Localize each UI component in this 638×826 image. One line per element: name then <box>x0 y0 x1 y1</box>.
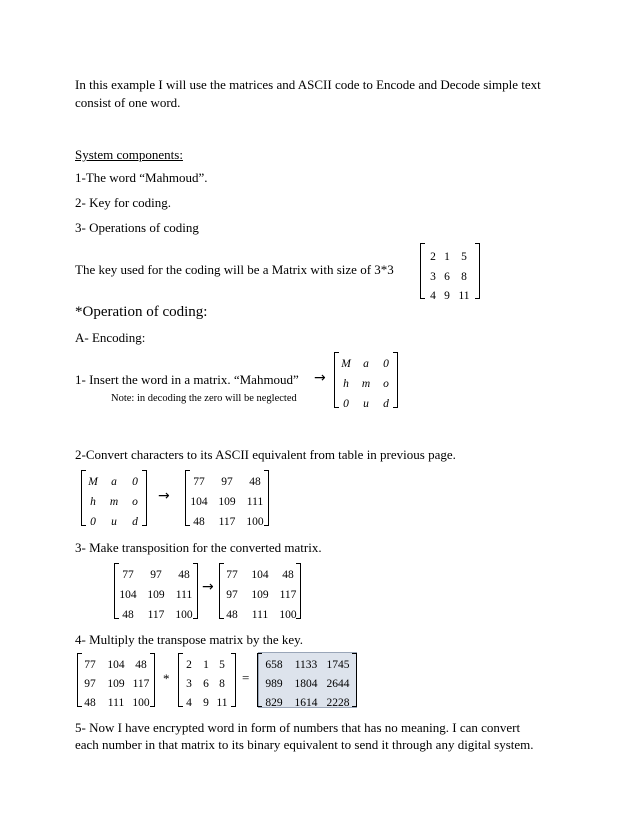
intro-line-2: consist of one word. <box>75 95 181 110</box>
matrix-cell: 1614 <box>294 697 318 709</box>
matrix-cell: o <box>383 378 389 390</box>
arrow-icon: → <box>158 488 170 504</box>
matrix-cell: 77 <box>193 476 205 488</box>
step4-text: 4- Multiply the transpose matrix by the key. <box>75 632 304 647</box>
matrix-cell: m <box>109 496 119 508</box>
matrix-cell: 2644 <box>326 678 350 690</box>
matrix-cell: 109 <box>218 496 236 508</box>
matrix-cell: 1804 <box>294 678 318 690</box>
matrix-cell: u <box>111 516 117 528</box>
matrix-cell: 48 <box>84 697 96 709</box>
matrix-cell: 97 <box>84 678 96 690</box>
transpose-matrix <box>219 563 301 619</box>
matrix-left-bracket <box>420 243 425 299</box>
ascii-matrix <box>185 470 269 526</box>
matrix-right-bracket <box>231 653 236 707</box>
matrix-cell: 0 <box>90 516 96 528</box>
matrix-cell: 100 <box>246 516 264 528</box>
matrix-cell: 8 <box>461 271 467 283</box>
matrix-cell: 0 <box>343 398 349 410</box>
matrix-cell: 48 <box>282 569 294 581</box>
matrix-cell: 117 <box>279 589 297 601</box>
matrix-cell: 829 <box>265 697 283 709</box>
arrow-icon: → <box>202 579 214 595</box>
matrix-cell: 111 <box>246 496 264 508</box>
matrix-cell: 11 <box>458 290 470 302</box>
matrix-cell: 48 <box>193 516 205 528</box>
matrix-right-bracket <box>142 470 147 526</box>
matrix-cell: 104 <box>107 659 125 671</box>
matrix-cell: 77 <box>226 569 238 581</box>
matrix-cell: 3 <box>430 271 436 283</box>
matrix-cell: 658 <box>265 659 283 671</box>
matrix-cell: 989 <box>265 678 283 690</box>
matrix-cell: 100 <box>132 697 150 709</box>
step2-word-matrix <box>81 470 147 526</box>
matrix-cell: 111 <box>251 609 269 621</box>
matrix-cell: 11 <box>216 697 228 709</box>
matrix-cell: 117 <box>132 678 150 690</box>
matrix-cell: 0 <box>132 476 138 488</box>
matrix-cell: 109 <box>251 589 269 601</box>
matrix-cell: 0 <box>383 358 389 370</box>
step5-line-1: 5- Now I have encrypted word in form of numbers that has no meaning. I can convert <box>75 720 521 735</box>
matrix-cell: 111 <box>107 697 125 709</box>
matrix-cell: 104 <box>190 496 208 508</box>
matrix-cell: 48 <box>122 609 134 621</box>
matrix-cell: u <box>363 398 369 410</box>
matrix-cell: 100 <box>279 609 297 621</box>
matrix-cell: 9 <box>203 697 209 709</box>
matrix-cell: 1745 <box>326 659 350 671</box>
step1-text: 1- Insert the word in a matrix. “Mahmoud” <box>75 372 299 387</box>
operation-heading: *Operation of coding: <box>75 304 208 320</box>
matrix-cell: 4 <box>430 290 436 302</box>
matrix-cell: 4 <box>186 697 192 709</box>
step2-text: 2-Convert characters to its ASCII equivalent from table in previous page. <box>75 447 456 462</box>
matrix-cell: 2 <box>186 659 192 671</box>
matrix-cell: 48 <box>249 476 261 488</box>
step3-ascii-matrix <box>114 563 198 619</box>
matrix-cell: 1 <box>203 659 209 671</box>
matrix-cell: 117 <box>218 516 236 528</box>
multiply-sign: * <box>163 671 170 686</box>
matrix-cell: 5 <box>219 659 225 671</box>
word-matrix <box>334 352 398 408</box>
matrix-cell: 1133 <box>294 659 318 671</box>
matrix-cell: 9 <box>444 290 450 302</box>
matrix-cell: 77 <box>122 569 134 581</box>
matrix-cell: 48 <box>178 569 190 581</box>
matrix-cell: 97 <box>226 589 238 601</box>
matrix-cell: 104 <box>251 569 269 581</box>
matrix-cell: d <box>132 516 138 528</box>
matrix-cell: 3 <box>186 678 192 690</box>
encoding-heading: A- Encoding: <box>75 330 146 345</box>
matrix-cell: o <box>132 496 138 508</box>
matrix-cell: 77 <box>84 659 96 671</box>
matrix-cell: h <box>343 378 349 390</box>
key-description: The key used for the coding will be a Matrix with size of 3*3 <box>75 262 394 277</box>
matrix-right-bracket <box>393 352 398 408</box>
components-heading: System components: <box>75 147 183 162</box>
step5-line-2: each number in that matrix to its binary equivalent to send it through any digital system. <box>75 737 534 752</box>
matrix-cell: d <box>383 398 389 410</box>
step4-transpose-matrix <box>77 653 155 707</box>
matrix-cell: 48 <box>135 659 147 671</box>
key-matrix <box>420 243 480 302</box>
matrix-cell: 2228 <box>326 697 350 709</box>
matrix-cell: 117 <box>147 609 165 621</box>
matrix-cell: m <box>361 378 371 390</box>
encoded-matrix <box>257 653 357 707</box>
matrix-cell: 1 <box>444 251 450 263</box>
matrix-cell: 8 <box>219 678 225 690</box>
component-item-2: 2- Key for coding. <box>75 195 172 210</box>
matrix-cell: a <box>111 476 117 488</box>
matrix-cell: 104 <box>119 589 137 601</box>
component-item-1: 1-The word “Mahmoud”. <box>75 170 208 185</box>
matrix-cell: 6 <box>203 678 209 690</box>
matrix-cell: 2 <box>430 251 436 263</box>
equals-sign: = <box>242 670 250 685</box>
matrix-cell: 109 <box>147 589 165 601</box>
step4-key-matrix <box>178 653 236 707</box>
component-item-3: 3- Operations of coding <box>75 220 199 235</box>
matrix-cell: 48 <box>226 609 238 621</box>
matrix-right-bracket <box>475 243 480 299</box>
matrix-cell: h <box>90 496 96 508</box>
matrix-cell: 111 <box>175 589 193 601</box>
matrix-cell: 6 <box>444 271 450 283</box>
step3-text: 3- Make transposition for the converted matrix. <box>75 540 322 555</box>
matrix-cell: 100 <box>175 609 193 621</box>
step1-note: Note: in decoding the zero will be neglected <box>111 393 297 404</box>
matrix-cell: M <box>88 476 98 488</box>
matrix-cell: a <box>363 358 369 370</box>
matrix-cell: 109 <box>107 678 125 690</box>
matrix-cell: 5 <box>461 251 467 263</box>
arrow-icon: → <box>314 370 326 386</box>
matrix-cell: 97 <box>221 476 233 488</box>
matrix-cell: 97 <box>150 569 162 581</box>
intro-line-1: In this example I will use the matrices and ASCII code to Encode and Decode simple text <box>75 77 541 92</box>
matrix-cell: M <box>341 358 351 370</box>
